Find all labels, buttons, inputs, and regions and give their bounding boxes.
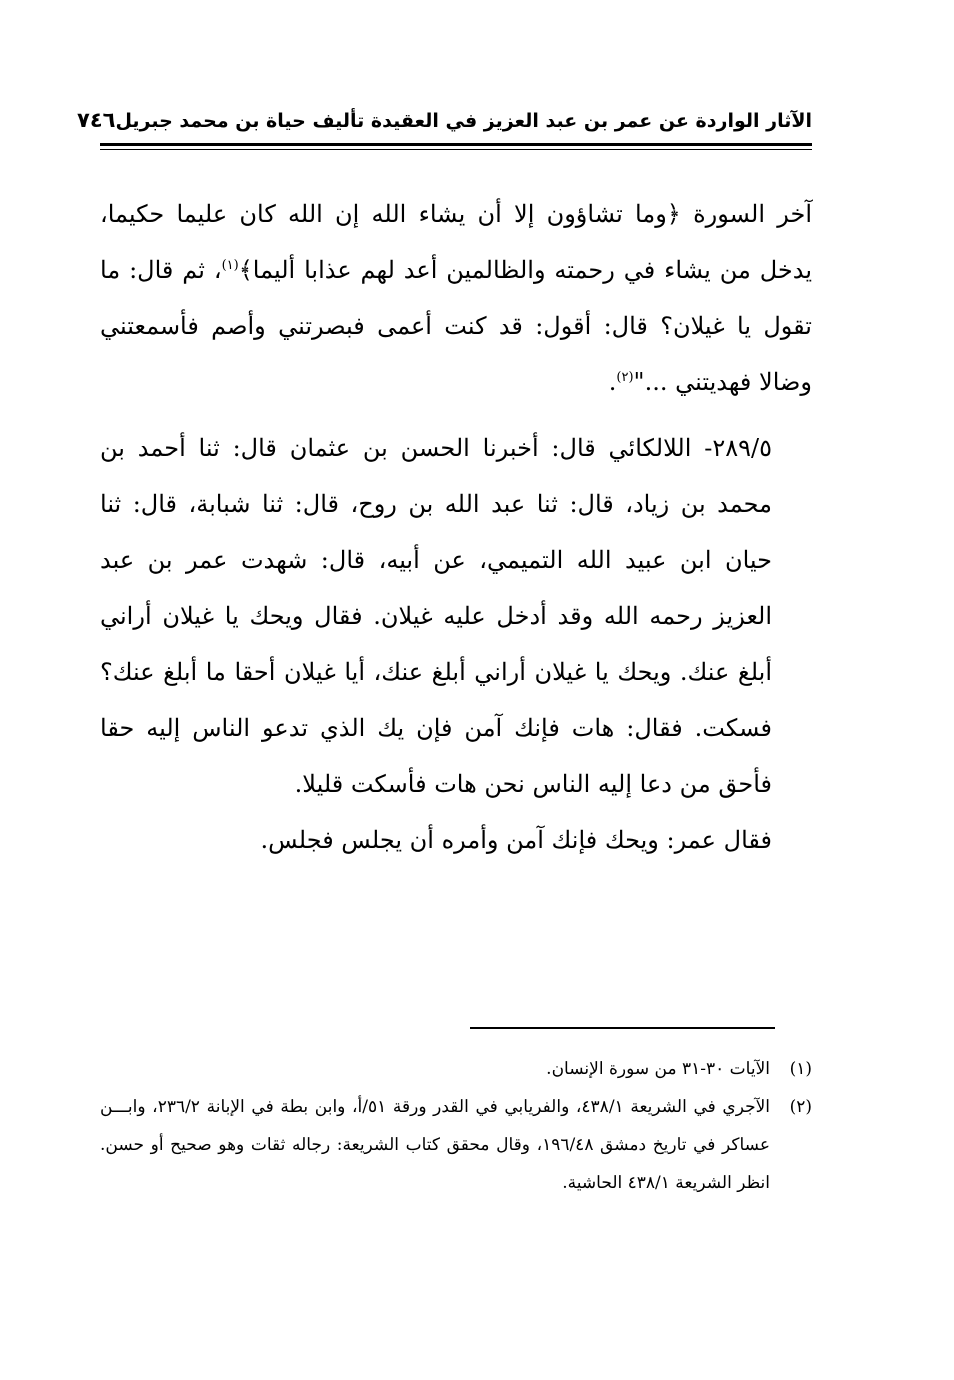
paragraph-text: آخر السورة ﴿وما تشاؤون إلا أن يشاء الله إن الله كان عليما حكيما، يدخل من يشاء في رحمته والظالمين أعد لهم عذابا أليما﴾ bbox=[100, 200, 812, 284]
header-rule-thick bbox=[100, 143, 812, 146]
footnotes bbox=[100, 1050, 812, 1202]
header-title: الآثار الواردة عن عمر بن عبد العزيز في العقيدة تأليف حياة بن محمد جبريل bbox=[115, 110, 812, 132]
paragraph-quran-quote bbox=[100, 186, 812, 410]
footnote-separator bbox=[470, 1027, 775, 1029]
footnote-ref-2[interactable]: (٢) bbox=[616, 370, 634, 385]
paragraph-conclusion: فقال عمر: ويحك فإنك آمن وأمره أن يجلس فجلس. bbox=[260, 826, 772, 854]
footnote-text: الآيات ٣٠-٣١ من سورة الإنسان. bbox=[546, 1059, 770, 1079]
running-header bbox=[77, 108, 812, 132]
page-number: ٧٤٦ bbox=[77, 108, 116, 132]
footnote-number: (١) bbox=[789, 1059, 812, 1079]
paragraph-text-continued: ، ثم قال: ما تقول يا غيلان؟ قال: أقول: قد كنت أعمى فبصرتني وأصم فأسمعتني وضالا فهديتني ..." bbox=[100, 256, 812, 396]
paragraph-narration: ٢٨٩/٥- اللالكائي قال: أخبرنا الحسن بن عثمان قال: ثنا أحمد بن محمد بن زياد، قال: ثنا عبد الله بن روح، قال: ثنا شبابة، قال: ثنا حيان ابن عبيد الله التميمي، عن أبيه، قال: شهدت عمر بن عبد العزيز رحمه الله وقد أدخل عليه غيلان. فقال ويحك يا غيلان أراني أبلغ عنك. ويحك يا غيلان أراني أبلغ عنك، أيا غيلان أحقا ما أبلغ عنك؟ فسكت. فقال: هات فإنك آمن فإن يك الذي تدعو الناس إليه حقا فأحق من دعا إليه الناس نحن هات فأسكت قليلا. bbox=[100, 434, 772, 798]
footnote-number: (٢) bbox=[789, 1097, 812, 1117]
header-rule-thin bbox=[100, 149, 812, 150]
footnote-item bbox=[100, 1088, 812, 1202]
footnote-text: الآجري في الشريعة ٤٣٨/١، والفريابي في القدر ورقة ٥١/أ، وابن بطة في الإبانة ٢٣٦/٢، وابـــن عساكر في تاريخ دمشق ١٩٦/٤٨، وقال محقق كتاب الشريعة: رجاله ثقات وهو صحيح أو حسن. انظر الشريعة ٤٣٨/١ الحاشية. bbox=[100, 1097, 771, 1193]
paragraph-end: . bbox=[608, 368, 617, 396]
footnote-ref-1[interactable]: (١) bbox=[221, 258, 239, 273]
main-text bbox=[100, 186, 812, 868]
footnote-item bbox=[100, 1050, 812, 1088]
